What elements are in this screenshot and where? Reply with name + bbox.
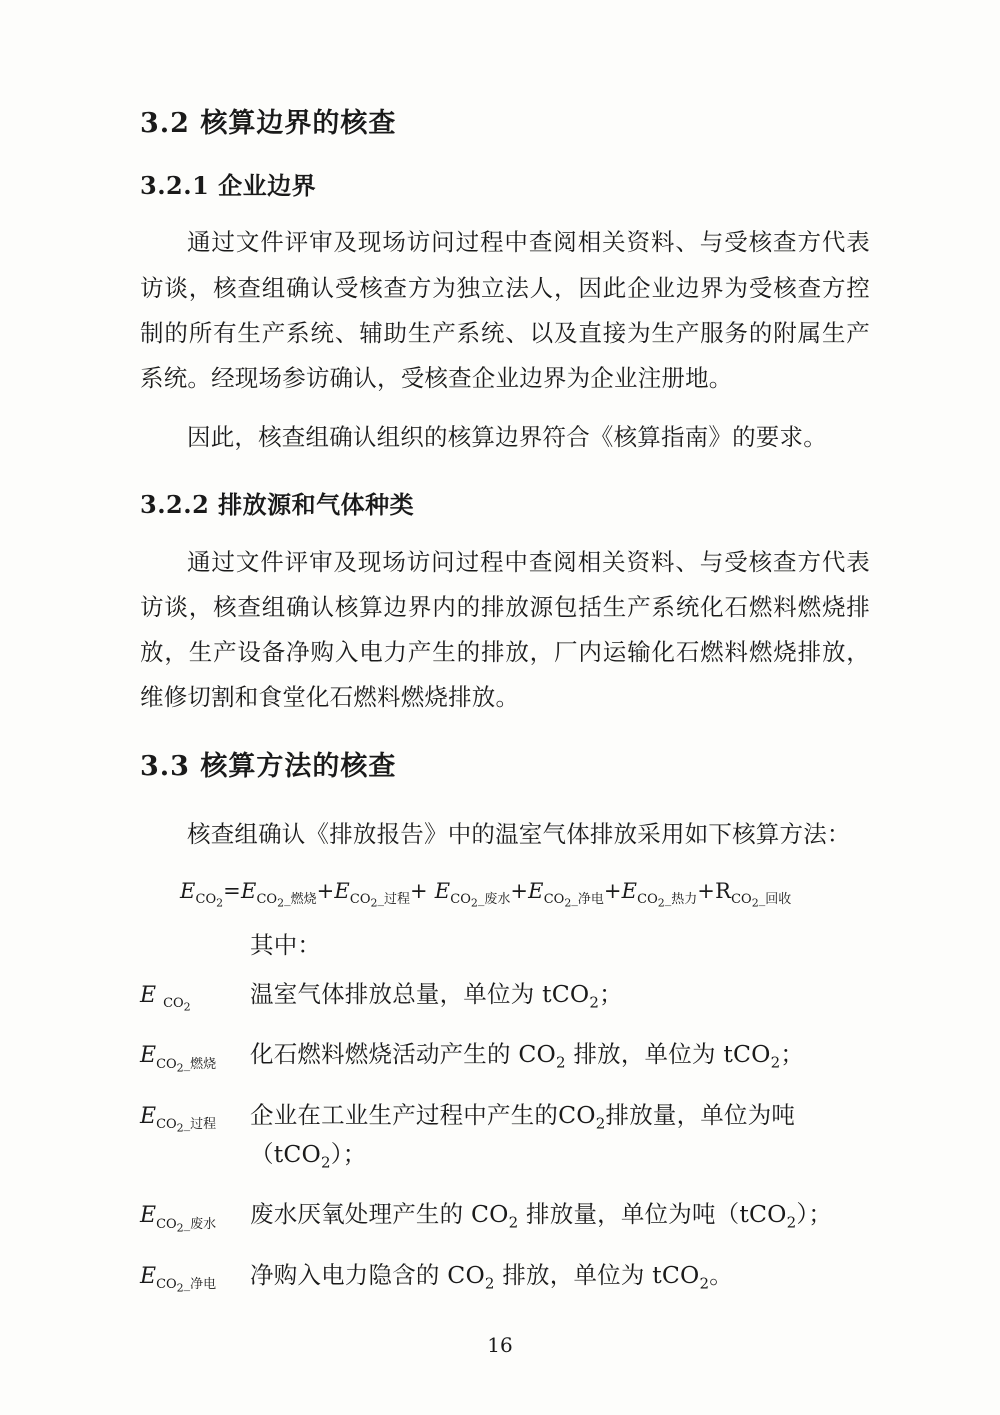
- paragraph-enterprise-boundary-2: 因此，核查组确认组织的核算边界符合《核算指南》的要求。: [187, 422, 827, 451]
- definition-description: 净购入电力隐含的 $CO_2$ 排放，单位为 tCO$_2$。: [250, 1261, 733, 1293]
- definition-term: $E_{CO_2\_净电}$: [140, 1264, 217, 1296]
- section-heading-3-2-1: 3.2.1 企业边界: [140, 170, 317, 200]
- definition-term: $E_{CO_2\_废水}$: [140, 1203, 217, 1235]
- definition-row: [140, 976, 870, 1015]
- emission-formula: $E_{CO_2}=E_{CO_2\_燃烧}+E_{CO_2\_过程}+ E_{CO_2\_废水}+E_{CO_2\_净电}+E_{CO_2\_热力}+R_{CO_2\_回收}$: [180, 878, 792, 910]
- page-number: 16: [487, 1333, 513, 1357]
- spacer: [140, 734, 870, 748]
- definition-description: 废水厌氧处理产生的 $CO_2$ 排放量，单位为吨（tCO$_2$）；: [250, 1200, 833, 1233]
- definition-description: 温室气体排放总量，单位为 tCO$_2$；: [250, 979, 623, 1012]
- spacer: [140, 474, 870, 488]
- definition-row: [140, 1257, 870, 1296]
- definition-row: [140, 1036, 870, 1075]
- definition-term: $E_{CO_2\_过程}$: [140, 1104, 217, 1136]
- section-heading-3-2: 3.2 核算边界的核查: [140, 108, 397, 139]
- definition-row: [140, 1097, 870, 1174]
- definition-term: $E_{CO_2\_燃烧}$: [140, 1043, 217, 1075]
- paragraph-emission-sources: 通过文件评审及现场访问过程中查阅相关资料、与受核查方代表访谈，核查组确认核算边界内的排放源包括生产系统化石燃料燃烧排放，生产设备净购入电力产生的排放，厂内运输化石燃料燃烧排放，维修切割和食堂化石燃料燃烧排放。: [140, 547, 870, 711]
- definition-list: [140, 976, 870, 1296]
- definition-description: 企业在工业生产过程中产生的$CO_2$排放量，单位为吨（tCO$_2$）；: [250, 1101, 796, 1172]
- definition-description: 化石燃料燃烧活动产生的 $CO_2$ 排放，单位为 tCO$_2$；: [250, 1040, 805, 1073]
- definition-row: [140, 1196, 870, 1235]
- formula-note-label: 其中：: [250, 930, 322, 959]
- section-heading-3-3: 3.3 核算方法的核查: [140, 750, 397, 782]
- paragraph-enterprise-boundary-1: 通过文件评审及现场访问过程中查阅相关资料、与受核查方代表访谈，核查组确认受核查方为独立法人，因此企业边界为受核查方控制的所有生产系统、辅助生产系统、以及直接为生产服务的附属生产系统。经现场参访确认，受核查企业边界为企业注册地。: [140, 228, 870, 392]
- paragraph-accounting-method: 核查组确认《排放报告》中的温室气体排放采用如下核算方法：: [187, 819, 851, 848]
- section-heading-3-2-2: 3.2.2 排放源和气体种类: [140, 489, 415, 519]
- definition-term: E $_{CO_2}$: [140, 982, 191, 1014]
